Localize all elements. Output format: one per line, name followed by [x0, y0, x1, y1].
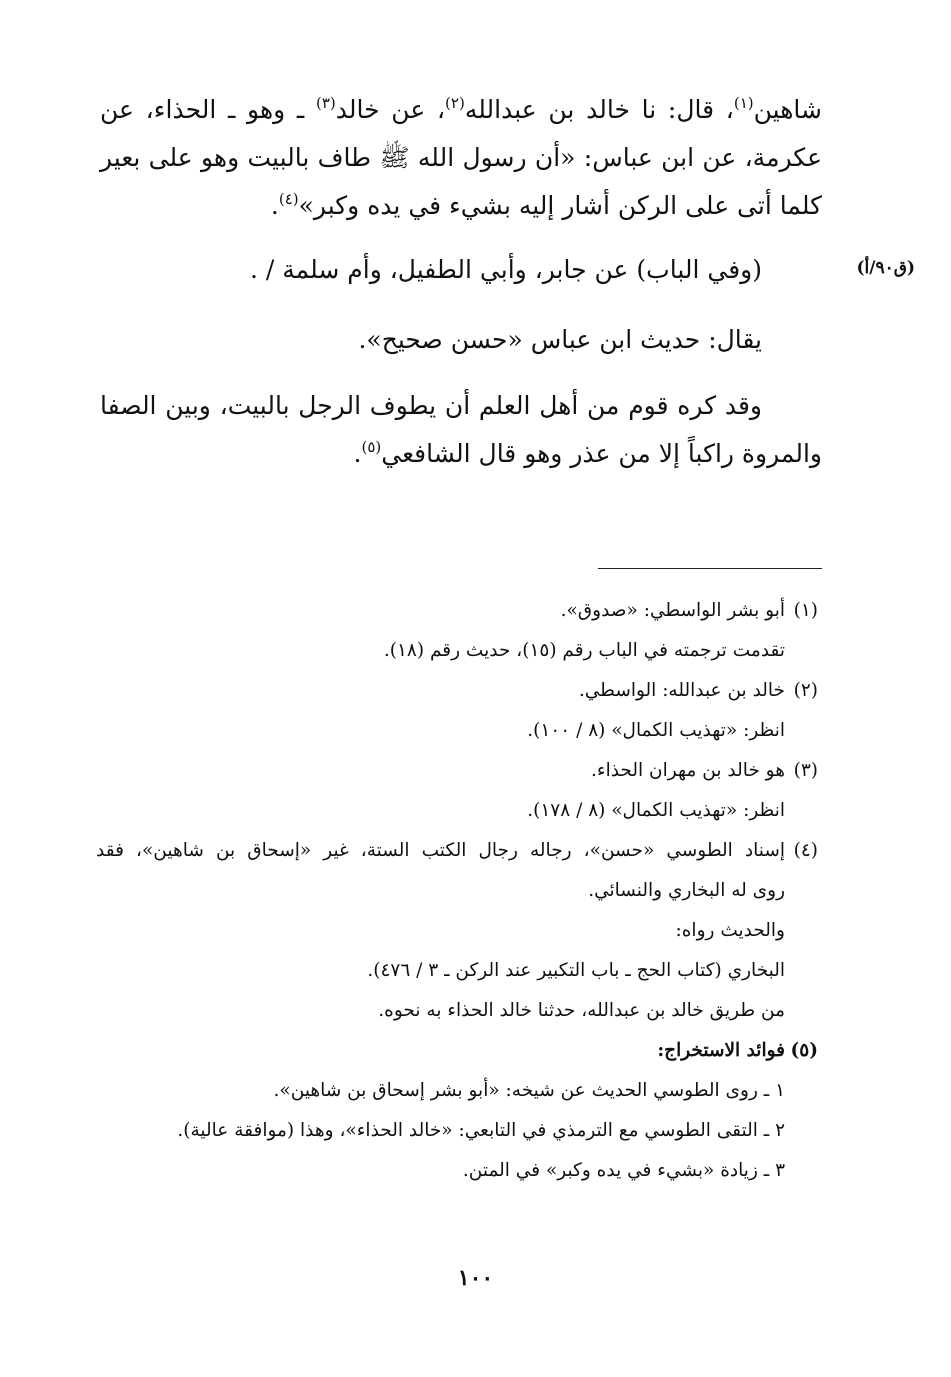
footnotes-section — [96, 591, 818, 1191]
footnote-ref-1[interactable]: (١) — [733, 94, 754, 112]
footnote-4-line-4: البخاري (كتاب الحج ـ باب التكبير عند الركن ـ ٣ / ٤٧٦). — [367, 960, 785, 981]
para4-text-b: . — [353, 439, 362, 468]
footnote-ref-2[interactable]: (٢) — [445, 94, 465, 112]
para2-text: (وفي الباب) عن جابر، وأبي الطفيل، وأم سلمة / . — [249, 255, 762, 284]
footnote-3-line-1: (٣)هو خالد بن مهران الحذاء. — [96, 751, 818, 791]
main-paragraph-grading — [100, 316, 822, 364]
footnote-1-number: (١) — [793, 600, 818, 621]
footnote-2-line-1: (٢)خالد بن عبدالله: الواسطي. — [96, 671, 818, 711]
main-paragraph-ruling — [100, 382, 822, 478]
footnote-3-line-2: انظر: «تهذيب الكمال» (٨ / ١٧٨). — [527, 800, 785, 821]
para1-text-b: ، قال: نا خالد بن عبدالله — [464, 95, 734, 124]
footnote-ref-5[interactable]: (٥) — [361, 438, 382, 456]
footnote-1-line-2: تقدمت ترجمته في الباب رقم (١٥)، حديث رقم (١٨). — [383, 640, 785, 661]
main-paragraph-hadith — [100, 86, 822, 230]
footnote-5-item-1: ١ ـ روى الطوسي الحديث عن شيخه: «أبو بشر إسحاق بن شاهين». — [273, 1080, 785, 1101]
para3-text: يقال: حديث ابن عباس «حسن صحيح». — [358, 325, 762, 354]
footnote-2-number: (٢) — [793, 680, 818, 701]
footnote-ref-4[interactable]: (٤) — [278, 190, 299, 208]
para4-text-a: وقد كره قوم من أهل العلم أن يطوف الرجل بالبيت، وبين الصفا والمروة راكباً إلا من عذر وهو قال الشافعي — [100, 391, 822, 468]
footnote-ref-3[interactable]: (٣) — [315, 94, 336, 112]
footnote-4-line-1: (٤)إسناد الطوسي «حسن»، رجاله رجال الكتب الستة، غير «إسحاق بن شاهين»، فقد — [96, 831, 818, 871]
footnote-1-line-1: (١)أبو بشر الواسطي: «صدوق». — [96, 591, 818, 631]
footnote-5-title: (٥)فوائد الاستخراج: — [96, 1031, 818, 1071]
manuscript-folio-note: (ق٩٠/أ) — [856, 258, 915, 278]
footnote-4-line-3: والحديث رواه: — [675, 920, 785, 941]
footnote-4-line-5: من طريق خالد بن عبدالله، حدثنا خالد الحذاء به نحوه. — [378, 1000, 785, 1021]
main-paragraph-bab — [100, 246, 822, 294]
para1-text-d: ـ وهو ـ الحذاء، عن عكرمة، عن ابن عباس: «أن رسول الله ﷺ طاف بالبيت وهو على بعير كلما أتى على الركن أشار إليه بشيء في يده وكبر» — [100, 95, 822, 220]
para1-text-a: شاهين — [753, 95, 822, 124]
para1-text-e: . — [270, 191, 279, 220]
footnote-5-item-3: ٣ ـ زيادة «بشيء في يده وكبر» في المتن. — [462, 1160, 785, 1181]
footnote-5-item-2: ٢ ـ التقى الطوسي مع الترمذي في التابعي: «خالد الحذاء»، وهذا (موافقة عالية). — [177, 1120, 785, 1141]
footnote-2-line-2: انظر: «تهذيب الكمال» (٨ / ١٠٠). — [527, 720, 785, 741]
footnote-4-line-2: روى له البخاري والنسائي. — [588, 880, 785, 901]
page-number: ١٠٠ — [457, 1265, 494, 1291]
para1-text-c: ، عن خالد — [335, 95, 446, 124]
footnote-3-number: (٣) — [793, 760, 818, 781]
footnote-5-number: (٥) — [790, 1040, 818, 1061]
footnote-separator — [598, 568, 822, 569]
footnote-4-number: (٤) — [793, 840, 818, 861]
